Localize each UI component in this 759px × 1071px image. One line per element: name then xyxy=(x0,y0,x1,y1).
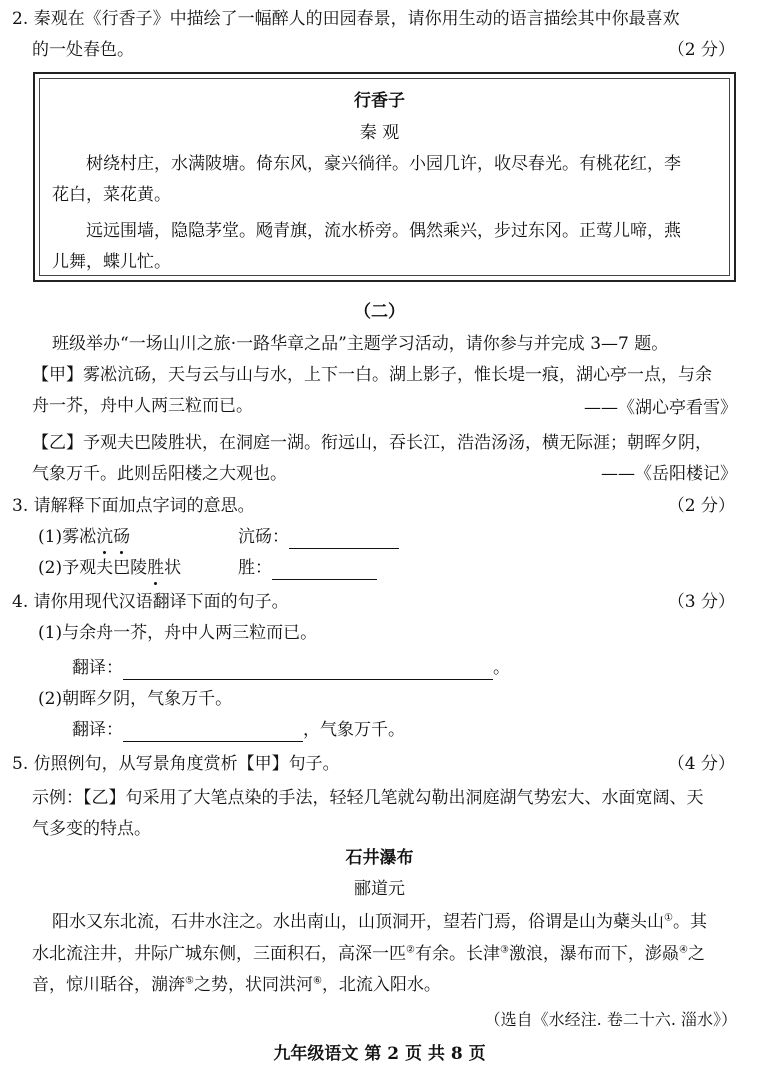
q3-item2-suffix: 状 xyxy=(164,558,182,578)
q4-item2: (2)朝晖夕阴，气象万千。 xyxy=(38,689,233,709)
q3-item1-term: 沆砀： xyxy=(238,527,289,547)
q5-title: 5. 仿照例句，从写景角度赏析【甲】句子。 xyxy=(12,754,340,774)
q4-item1-blank-2[interactable] xyxy=(303,661,493,680)
q2-line2: 的一处春色。 xyxy=(32,40,134,60)
passage-l3-post: ，北流入阳水。 xyxy=(321,975,441,995)
q3-item2 xyxy=(38,556,181,580)
passage-l1-post: 。其 xyxy=(672,912,707,932)
yi-text-a: 【乙】予观夫巴陵胜状，在洞庭一湖。衔远山，吞长江，浩浩汤汤，横无际涯；朝晖夕阴， xyxy=(32,433,712,453)
passage-line-1 xyxy=(52,910,707,934)
poem-line-1b: 花白，菜花黄。 xyxy=(52,185,171,205)
section-heading: （二） xyxy=(354,302,405,322)
footnote-mark-4: ④ xyxy=(678,944,688,956)
q3-dotted-char-2: 砀 xyxy=(113,527,131,547)
q3-item1 xyxy=(38,525,130,549)
q3-item2-prefix: (2)予观夫巴陵 xyxy=(38,558,148,578)
q2-line1: 2. 秦观在《行香子》中描绘了一幅醉人的田园春景，请你用生动的语言描绘其中你最喜欢 xyxy=(12,9,680,29)
passage-l2-pre: 水北流注井，井际广城东侧，三面积石，高深一匹 xyxy=(32,944,406,964)
q3-dotted-char-1: 沆 xyxy=(96,527,114,547)
q5-score: （4 分） xyxy=(667,754,735,774)
passage-l2-post: 之 xyxy=(687,944,705,964)
q3-item2-answer xyxy=(238,556,377,580)
footnote-mark-3: ③ xyxy=(499,944,509,956)
q4-item1-end: 。 xyxy=(493,658,510,678)
poem-author: 秦 观 xyxy=(359,123,400,143)
q5-example-a: 示例：【乙】句采用了大笔点染的手法，轻轻几笔就勾勒出洞庭湖气势宏大、水面宽阔、天 xyxy=(32,788,704,808)
q5-example-b: 气多变的特点。 xyxy=(32,819,151,839)
q3-item1-answer xyxy=(238,525,399,549)
q4-item2-answer xyxy=(72,718,405,742)
q4-item2-end: ，气象万千。 xyxy=(303,720,405,740)
passage-line-2 xyxy=(32,942,705,966)
passage-l2-mid2: 激浪，瀑布而下，澎赑 xyxy=(508,944,679,964)
q4-item1-answer xyxy=(72,656,510,680)
passage-l3-mid: 之势，状同洪河 xyxy=(193,975,313,995)
passage-source: （选自《水经注. 卷二十六. 淄水》） xyxy=(484,1010,737,1029)
poem-line-1a: 树绕村庄，水满陂塘。倚东风，豪兴徜徉。小园几许，收尽春光。有桃花红，李 xyxy=(86,154,681,174)
yi-text-b: 气象万千。此则岳阳楼之大观也。 xyxy=(32,464,287,484)
q2-score: （2 分） xyxy=(667,40,735,60)
passage-line-3 xyxy=(32,973,441,997)
q4-score: （3 分） xyxy=(667,592,735,612)
q4-item2-blank[interactable] xyxy=(123,723,303,742)
jia-text-b: 舟一芥，舟中人两三粒而已。 xyxy=(32,396,253,416)
passage-title: 石井瀑布 xyxy=(345,848,414,868)
q4-item2-label: 翻译： xyxy=(72,720,123,740)
passage-l2-mid: 有余。长津 xyxy=(414,944,500,964)
q3-item1-prefix: (1)雾凇 xyxy=(38,527,97,547)
q4-item1: (1)与余舟一芥，舟中人两三粒而已。 xyxy=(38,623,318,643)
poem-line-2a: 远远围墙，隐隐茅堂。飏青旗，流水桥旁。偶然乘兴，步过东冈。正莺儿啼，燕 xyxy=(86,221,681,241)
q3-item1-blank[interactable] xyxy=(289,530,399,549)
q3-title: 3. 请解释下面加点字词的意思。 xyxy=(12,496,255,516)
footnote-mark-5: ⑤ xyxy=(185,975,194,987)
q4-item1-label: 翻译： xyxy=(72,658,123,678)
footnote-mark-6: ⑥ xyxy=(312,975,322,987)
q3-item2-blank[interactable] xyxy=(272,561,377,580)
jia-text-a: 【甲】雾凇沆砀，天与云与山与水，上下一白。湖上影子，惟长堤一痕，湖心亭一点，与余 xyxy=(32,365,712,385)
jia-source: ——《湖心亭看雪》 xyxy=(584,398,737,418)
passage-l3-pre: 音，惊川聒谷，漰渀 xyxy=(32,975,185,995)
footnote-mark-2: ② xyxy=(406,944,415,956)
page-footer: 九年级语文 第 2 页 共 8 页 xyxy=(273,1044,486,1064)
passage-author: 郦道元 xyxy=(354,879,405,899)
q3-score: （2 分） xyxy=(667,496,735,516)
section-intro: 班级举办“一场山川之旅·一路华章之品”主题学习活动，请你参与并完成 3—7 题。 xyxy=(52,334,669,354)
q4-item1-blank-1[interactable] xyxy=(123,661,303,680)
q3-dotted-char-3: 胜 xyxy=(147,558,165,578)
footnote-mark-1: ① xyxy=(664,912,673,924)
q4-title: 4. 请你用现代汉语翻译下面的句子。 xyxy=(12,592,289,612)
q3-item2-term: 胜： xyxy=(238,558,272,578)
passage-l1-pre: 阳水又东北流，石井水注之。水出南山，山顶洞开，望若门焉，俗谓是山为蘗头山 xyxy=(52,912,664,932)
yi-source: ——《岳阳楼记》 xyxy=(601,464,737,484)
poem-title: 行香子 xyxy=(354,91,405,111)
poem-line-2b: 儿舞，蝶儿忙。 xyxy=(52,252,171,272)
